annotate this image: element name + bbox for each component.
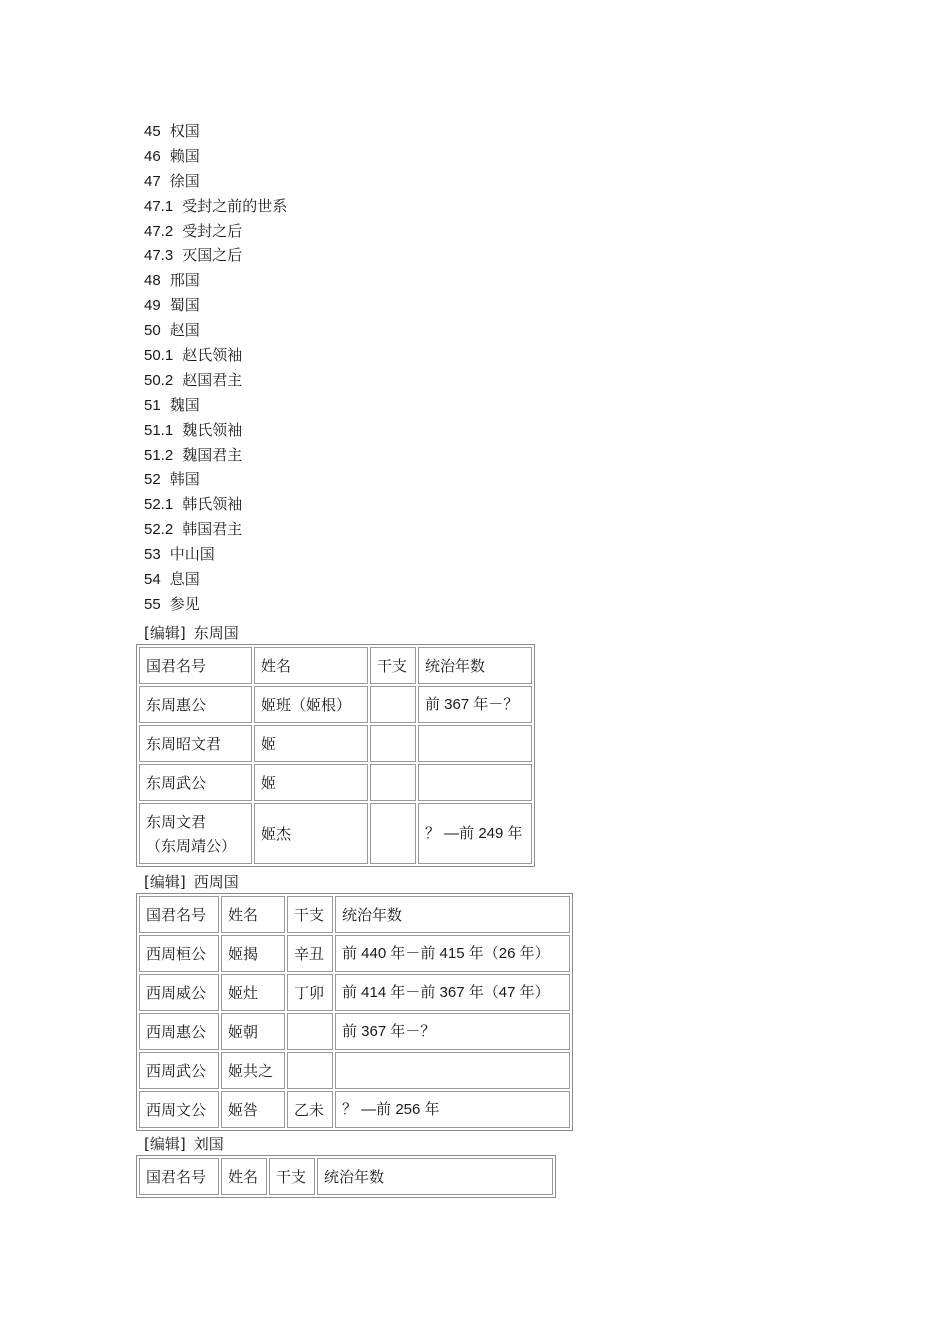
- toc-title: 韩氏领袖: [182, 495, 243, 514]
- toc-item[interactable]: [144, 569, 287, 594]
- toc-item[interactable]: [144, 395, 287, 420]
- table-row: [139, 1091, 570, 1128]
- toc-number: 53: [144, 546, 161, 564]
- table-cell: [418, 725, 532, 762]
- section-heading-liu: [144, 1134, 224, 1154]
- toc-item[interactable]: [144, 295, 287, 320]
- table-cell: 姬共之: [221, 1052, 285, 1089]
- toc-number: 51: [144, 396, 161, 414]
- table-cell: 西周文公: [139, 1091, 219, 1128]
- table-header-row: [139, 647, 532, 684]
- toc-number: 52.1: [144, 496, 174, 514]
- section-title: 东周国: [193, 624, 239, 642]
- toc-number: 51.2: [144, 446, 174, 464]
- toc-item[interactable]: [144, 146, 287, 171]
- liu-table: [136, 1155, 556, 1198]
- east-zhou-table: [136, 644, 535, 867]
- toc-item[interactable]: [144, 245, 287, 270]
- table-cell: [370, 725, 416, 762]
- toc-number: 48: [144, 272, 161, 290]
- toc-number: 45: [144, 123, 161, 140]
- toc-number: 50.2: [144, 371, 174, 389]
- toc-title: 赖国: [169, 146, 200, 165]
- table-cell: 东周武公: [139, 764, 252, 801]
- toc-item[interactable]: [144, 121, 287, 146]
- table-cell: 前 367 年－？: [335, 1013, 570, 1050]
- table-row: [139, 764, 532, 801]
- toc-title: 赵国君主: [182, 370, 243, 389]
- table-cell: 东周文君 （东周靖公）: [139, 803, 252, 864]
- toc-number: 52: [144, 471, 161, 489]
- table-cell: [335, 1052, 570, 1089]
- table-row: [139, 974, 570, 1011]
- toc-item[interactable]: [144, 370, 287, 395]
- table-cell: 乙未: [287, 1091, 333, 1128]
- table-cell: 姬灶: [221, 974, 285, 1011]
- table-cell: ？ —前 249 年: [418, 803, 532, 864]
- table-of-contents: [144, 121, 287, 619]
- table-cell: 前 440 年－前 415 年（26 年）: [335, 935, 570, 972]
- toc-title: 徐国: [169, 171, 200, 190]
- toc-title: 赵氏领袖: [182, 346, 243, 365]
- toc-title: 赵国: [169, 321, 200, 340]
- header-cell: 干支: [269, 1158, 315, 1195]
- toc-title: 受封之后: [182, 221, 243, 240]
- section-heading-east-zhou: [144, 623, 239, 643]
- header-cell: 姓名: [221, 896, 285, 933]
- toc-item[interactable]: [144, 270, 287, 295]
- west-zhou-table: [136, 893, 573, 1131]
- toc-number: 54: [144, 571, 161, 589]
- toc-title: 韩国: [169, 470, 200, 489]
- toc-title: 邢国: [169, 271, 200, 290]
- header-cell: 国君名号: [139, 1158, 219, 1195]
- edit-link[interactable]: [编辑]: [144, 1135, 186, 1153]
- toc-number: 50: [144, 322, 161, 340]
- toc-title: 魏氏领袖: [182, 420, 243, 439]
- toc-number: 46: [144, 147, 161, 165]
- table-cell: 西周惠公: [139, 1013, 219, 1050]
- table-cell: 西周桓公: [139, 935, 219, 972]
- toc-item[interactable]: [144, 196, 287, 221]
- toc-title: 韩国君主: [182, 520, 243, 539]
- toc-title: 权国: [169, 122, 200, 140]
- toc-title: 息国: [169, 570, 200, 589]
- toc-number: 52.2: [144, 521, 174, 539]
- table-cell: 姬班（姬根）: [254, 686, 368, 723]
- table-row: [139, 935, 570, 972]
- table-cell: [370, 764, 416, 801]
- toc-item[interactable]: [144, 171, 287, 196]
- toc-number: 49: [144, 297, 161, 315]
- toc-item[interactable]: [144, 469, 287, 494]
- toc-item[interactable]: [144, 519, 287, 544]
- table-cell: 前 414 年－前 367 年（47 年）: [335, 974, 570, 1011]
- edit-link[interactable]: [编辑]: [144, 873, 186, 891]
- header-cell: 国君名号: [139, 647, 252, 684]
- table-cell: ？ —前 256 年: [335, 1091, 570, 1128]
- toc-item[interactable]: [144, 221, 287, 246]
- toc-number: 47: [144, 172, 161, 190]
- header-cell: 干支: [287, 896, 333, 933]
- table-header-row: [139, 1158, 553, 1195]
- toc-item[interactable]: [144, 345, 287, 370]
- table-row: [139, 803, 532, 864]
- toc-number: 50.1: [144, 347, 174, 365]
- header-cell: 统治年数: [317, 1158, 553, 1195]
- table-cell: 西周武公: [139, 1052, 219, 1089]
- table-cell: 西周威公: [139, 974, 219, 1011]
- toc-title: 魏国: [169, 395, 200, 414]
- section-heading-west-zhou: [144, 872, 239, 892]
- table-row: [139, 1052, 570, 1089]
- toc-title: 中山国: [169, 545, 215, 564]
- table-header-row: [139, 896, 570, 933]
- section-title: 刘国: [193, 1135, 224, 1153]
- table-cell: [370, 686, 416, 723]
- toc-number: 47.1: [144, 197, 174, 215]
- table-cell: [370, 803, 416, 864]
- toc-number: 55: [144, 595, 161, 613]
- table-cell: 姬揭: [221, 935, 285, 972]
- table-cell: 前 367 年－？: [418, 686, 532, 723]
- header-cell: 姓名: [221, 1158, 267, 1195]
- table-cell: [287, 1052, 333, 1089]
- table-row: [139, 686, 532, 723]
- toc-title: 受封之前的世系: [182, 196, 288, 215]
- toc-title: 参见: [169, 594, 200, 613]
- table-cell: 姬咎: [221, 1091, 285, 1128]
- header-cell: 干支: [370, 647, 416, 684]
- toc-title: 魏国君主: [182, 445, 243, 464]
- table-cell: 丁卯: [287, 974, 333, 1011]
- table-cell: [418, 764, 532, 801]
- table-cell: 辛丑: [287, 935, 333, 972]
- table-row: [139, 1013, 570, 1050]
- toc-item[interactable]: [144, 320, 287, 345]
- table-cell: 姬: [254, 725, 368, 762]
- toc-title: 灭国之后: [182, 246, 243, 265]
- toc-number: 47.3: [144, 247, 174, 265]
- toc-item[interactable]: [144, 544, 287, 569]
- table-cell: 姬杰: [254, 803, 368, 864]
- table-cell: 姬: [254, 764, 368, 801]
- header-cell: 国君名号: [139, 896, 219, 933]
- toc-number: 51.1: [144, 421, 174, 439]
- toc-title: 蜀国: [169, 296, 200, 315]
- toc-number: 47.2: [144, 222, 174, 240]
- toc-item[interactable]: [144, 594, 287, 619]
- table-cell: [287, 1013, 333, 1050]
- table-row: [139, 725, 532, 762]
- table-cell: 姬朝: [221, 1013, 285, 1050]
- edit-link[interactable]: [编辑]: [144, 624, 186, 642]
- table-cell: 东周昭文君: [139, 725, 252, 762]
- header-cell: 统治年数: [335, 896, 570, 933]
- toc-item[interactable]: [144, 494, 287, 519]
- toc-item[interactable]: [144, 420, 287, 445]
- toc-item[interactable]: [144, 445, 287, 470]
- table-cell: 东周惠公: [139, 686, 252, 723]
- header-cell: 姓名: [254, 647, 368, 684]
- header-cell: 统治年数: [418, 647, 532, 684]
- section-title: 西周国: [193, 873, 239, 891]
